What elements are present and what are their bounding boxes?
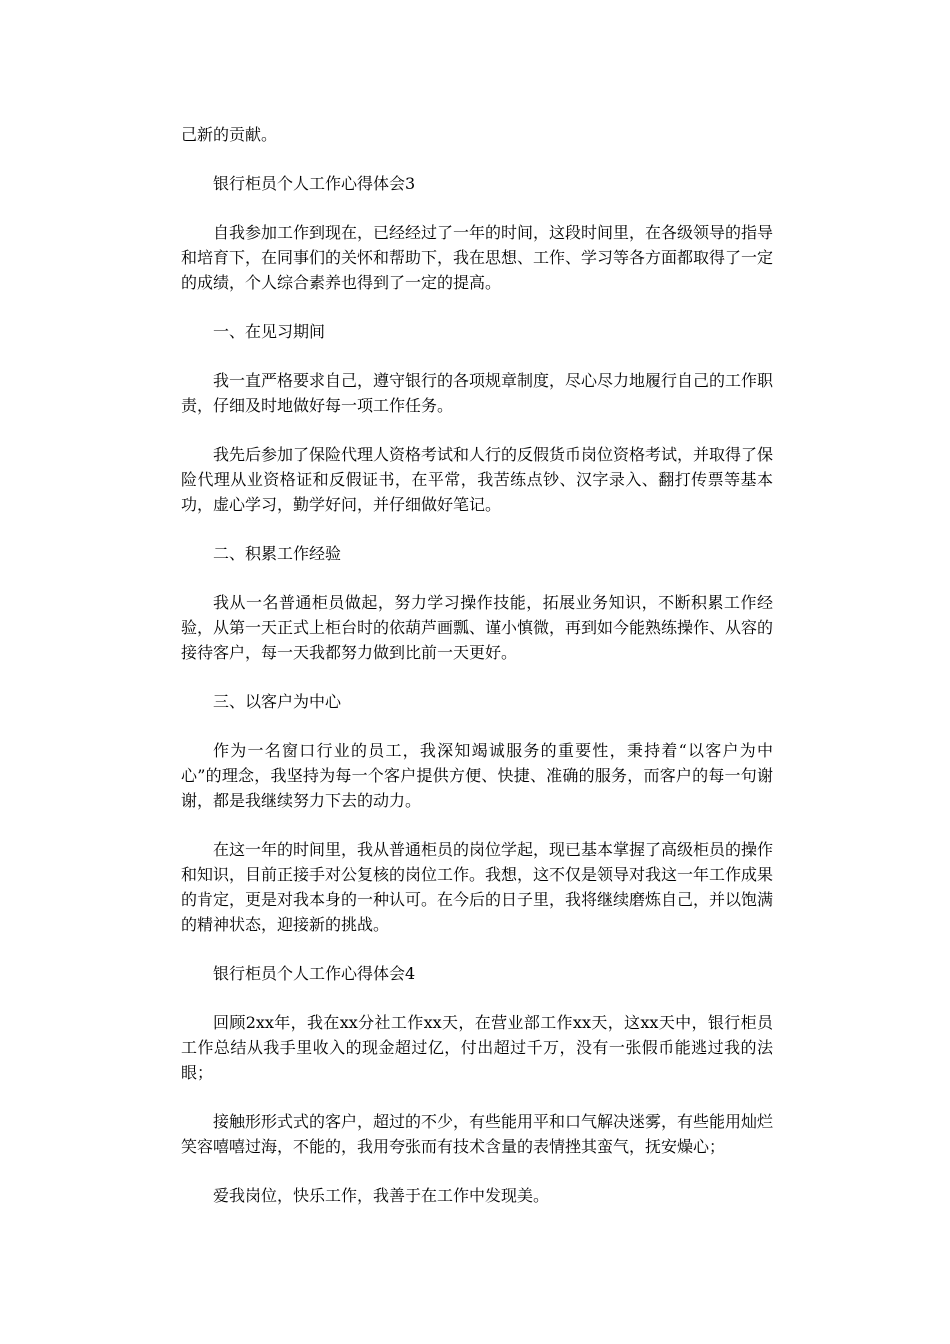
paragraph: 我先后参加了保险代理人资格考试和人行的反假货币岗位资格考试，并取得了保险代理从业资格证和反假证书，在平常，我苦练点钞、汉字录入、翻打传票等基本功，虚心学习，勤学好问，并仔细做好笔记。 <box>181 445 774 514</box>
paragraph: 接触形形式式的客户，超过的不少，有些能用平和口气解决迷雾，有些能用灿烂笑容嘻嘻过海，不能的，我用夸张而有技术含量的表情挫其蛮气，抚安燥心； <box>181 1112 774 1156</box>
subheading-3: 三、以客户为中心 <box>213 692 342 711</box>
document-body <box>181 122 773 1232</box>
paragraph: 爱我岗位，快乐工作，我善于在工作中发现美。 <box>213 1186 550 1205</box>
paragraph: 我一直严格要求自己，遵守银行的各项规章制度，尽心尽力地履行自己的工作职责，仔细及时地做好每一项工作任务。 <box>181 371 774 415</box>
paragraph-continuation: 己新的贡献。 <box>181 125 278 144</box>
paragraph: 在这一年的时间里，我从普通柜员的岗位学起，现已基本掌握了高级柜员的操作和知识，目前正接手对公复核的岗位工作。我想，这不仅是领导对我这一年工作成果的肯定，更是对我本身的一种认可。在今后的日子里，我将继续磨炼自己，并以饱满的精神状态，迎接新的挑战。 <box>181 840 774 934</box>
section-heading-4: 银行柜员个人工作心得体会4 <box>213 964 416 983</box>
section-heading-3: 银行柜员个人工作心得体会3 <box>213 174 416 193</box>
subheading-2: 二、积累工作经验 <box>213 544 342 563</box>
subheading-1: 一、在见习期间 <box>213 322 326 341</box>
paragraph: 我从一名普通柜员做起，努力学习操作技能，拓展业务知识，不断积累工作经验，从第一天正式上柜台时的依葫芦画瓢、谨小慎微，再到如今能熟练操作、从容的接待客户，每一天我都努力做到比前一天更好。 <box>181 593 774 662</box>
paragraph: 作为一名窗口行业的员工，我深知竭诚服务的重要性，秉持着“以客户为中心”的理念，我坚持为每一个客户提供方便、快捷、准确的服务，而客户的每一句谢谢，都是我继续努力下去的动力。 <box>181 741 773 810</box>
paragraph: 自我参加工作到现在，已经经过了一年的时间，这段时间里，在各级领导的指导和培育下，在同事们的关怀和帮助下，我在思想、工作、学习等各方面都取得了一定的成绩，个人综合素养也得到了一定的提高。 <box>181 223 774 292</box>
paragraph: 回顾2xx年，我在xx分社工作xx天，在营业部工作xx天，这xx天中，银行柜员工作总结从我手里收入的现金超过亿，付出超过千万，没有一张假币能逃过我的法眼； <box>181 1013 773 1082</box>
